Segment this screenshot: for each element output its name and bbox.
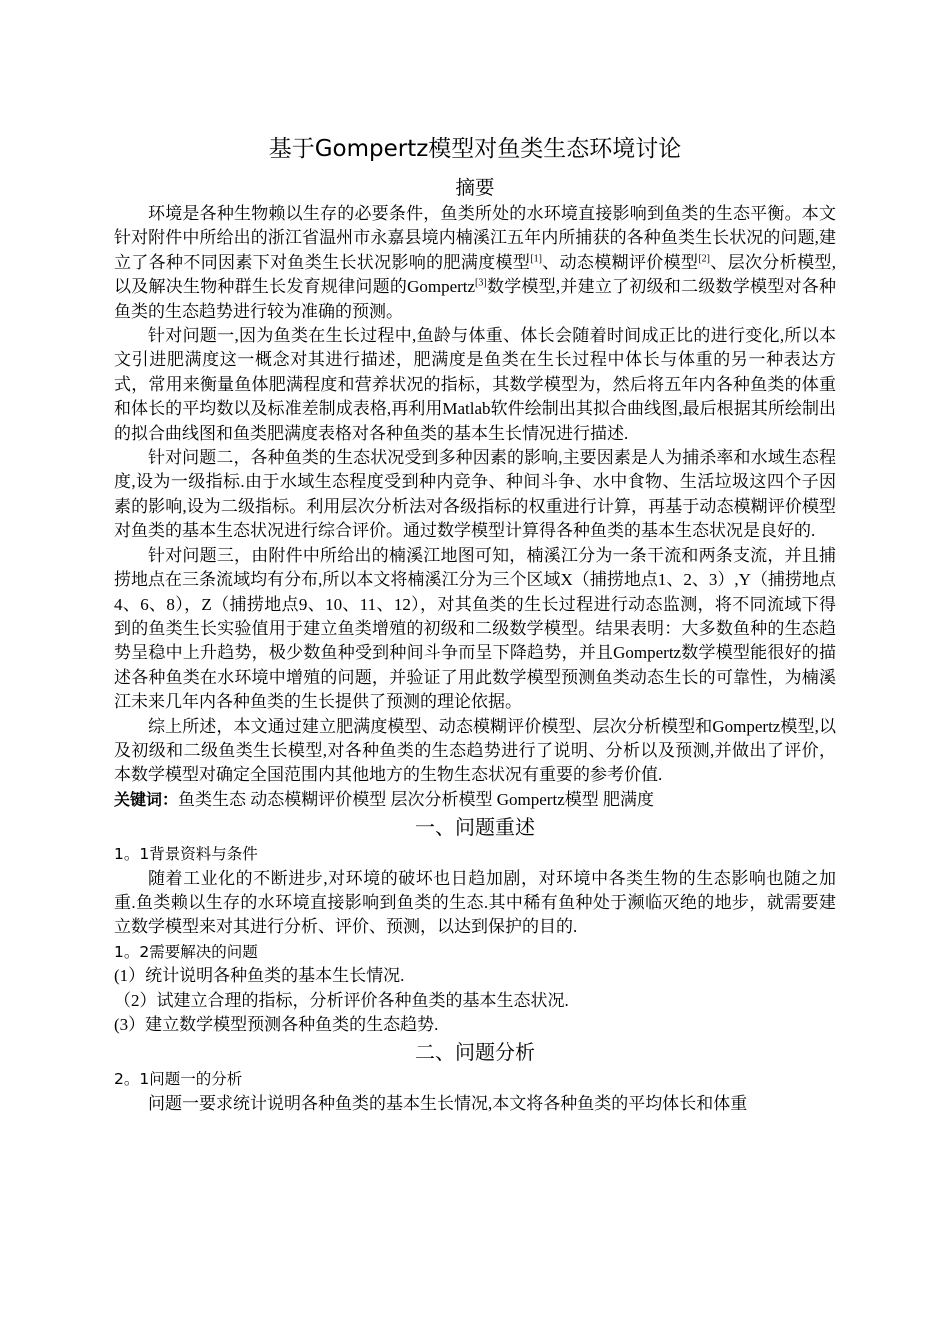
citation-1: [1] [530,253,542,265]
subsection-2-1-text: 问题一要求统计说明各种鱼类的基本生长情况,本文将各种鱼类的平均体长和体重 [148,1093,748,1113]
abstract-paragraph-4: 针对问题三，由附件中所给出的楠溪江地图可知，楠溪江分为一条干流和两条支流，并且捕捞地点在三条流域均有分布,所以本文将楠溪江分为三个区域X（捕捞地点1、2、3）,Y（捕捞地点4、6、8），Z（捕捞地点9、10、11、12），对其鱼类的生长过程进行动态监测，将不同流域下得到的鱼类生长实验值用于建立鱼类增殖的初级和二级数学模型。结果表明：大多数鱼种的生态趋势呈稳中上升趋势，极少数鱼种受到种间斗争而呈下降趋势，并且Gompertz数学模型能很好的描述各种鱼类在水环境中增殖的问题，并验证了用此数学模型预测鱼类动态生长的可靠性，为楠溪江未来几年内各种鱼类的生长提供了预测的理论依据。 [114,545,836,712]
abstract-paragraph-5: 综上所述，本文通过建立肥满度模型、动态模糊评价模型、层次分析模型和Gompertz模型,以及初级和二级鱼类生长模型,对各种鱼类的生态趋势进行了说明、分析以及预测,并做出了评价，本数学模型对确定全国范围内其他地方的生物生态状况有重要的参考价值. [114,716,836,785]
keywords-label: 关键词： [114,789,179,809]
keywords-text: 鱼类生态 动态模糊评价模型 层次分析模型 Gompertz模型 肥满度 [178,789,654,809]
section-1-heading: 一、问题重述 [415,815,535,840]
section-2-heading: 二、问题分析 [415,1040,535,1065]
subsection-1-1-text: 随着工业化的不断进步,对环境的破坏也日趋加剧，对环境中各类生物的生态影响也随之加重.鱼类赖以生存的水环境直接影响到鱼类的生态.其中稀有鱼种处于濒临灭绝的地步，就需要建立数学模型来对其进行分析、评价、预测，以达到保护的目的. [114,868,836,937]
subsection-2-1-heading: 2。1问题一的分析 [114,1070,243,1089]
subsection-1-1-heading: 1。1背景资料与条件 [114,845,258,864]
subsection-1-2-heading: 1。2需要解决的问题 [114,942,258,961]
abstract-heading: 摘要 [455,176,495,199]
keywords-line [114,788,836,812]
abstract-paragraph-1: 环境是各种生物赖以生存的必要条件，鱼类所处的水环境直接影响到鱼类的生态平衡。本文针对附件中所给出的浙江省温州市永嘉县境内楠溪江五年内所捕获的各种鱼类生长状况的问题,建立了各种不同因素下对鱼类生长状况影响的肥满度模型[1]、动态模糊评价模型[2]、层次分析模型,以及解决生物种群生长发育规律问题的Gompertz[3]数学模型,并建立了初级和二级数学模型对各种鱼类的生态趋势进行较为准确的预测。 [114,204,837,321]
citation-3: [3] [475,277,487,289]
citation-2: [2] [698,253,711,265]
problem-item-2: （2）试建立合理的指标，分析评价各种鱼类的基本生态状况. [114,990,569,1010]
abstract-paragraph-3: 针对问题二，各种鱼类的生态状况受到多种因素的影响,主要因素是人为捕杀率和水域生态程度,设为一级指标.由于水域生态程度受到种内竞争、种间斗争、水中食物、生活垃圾这四个子因素的影响,设为二级指标。利用层次分析法对各级指标的权重进行计算，再基于动态模糊评价模型对鱼类的基本生态状况进行综合评价。通过数学模型计算得各种鱼类的基本生态状况是良好的. [114,448,836,541]
problem-item-3: (3）建立数学模型预测各种鱼类的生态趋势. [114,1015,439,1034]
abstract-paragraph-2: 针对问题一,因为鱼类在生长过程中,鱼龄与体重、体长会随着时间成正比的进行变化,所以本文引进肥满度这一概念对其进行描述，肥满度是鱼类在生长过程中体长与体重的另一种表达方式，常用来衡量鱼体肥满程度和营养状况的指标，其数学模型为，然后将五年内各种鱼类的体重和体长的平均数以及标准差制成表格,再利用Matlab软件绘制出其拟合曲线图,最后根据其所绘制出的拟合曲线图和鱼类肥满度表格对各种鱼类的基本生长情况进行描述. [114,326,836,443]
problem-item-1: (1）统计说明各种鱼类的基本生长情况. [114,966,405,986]
paper-title: 基于Gompertz模型对鱼类生态环境讨论 [268,136,682,162]
paper-page [114,128,836,1116]
